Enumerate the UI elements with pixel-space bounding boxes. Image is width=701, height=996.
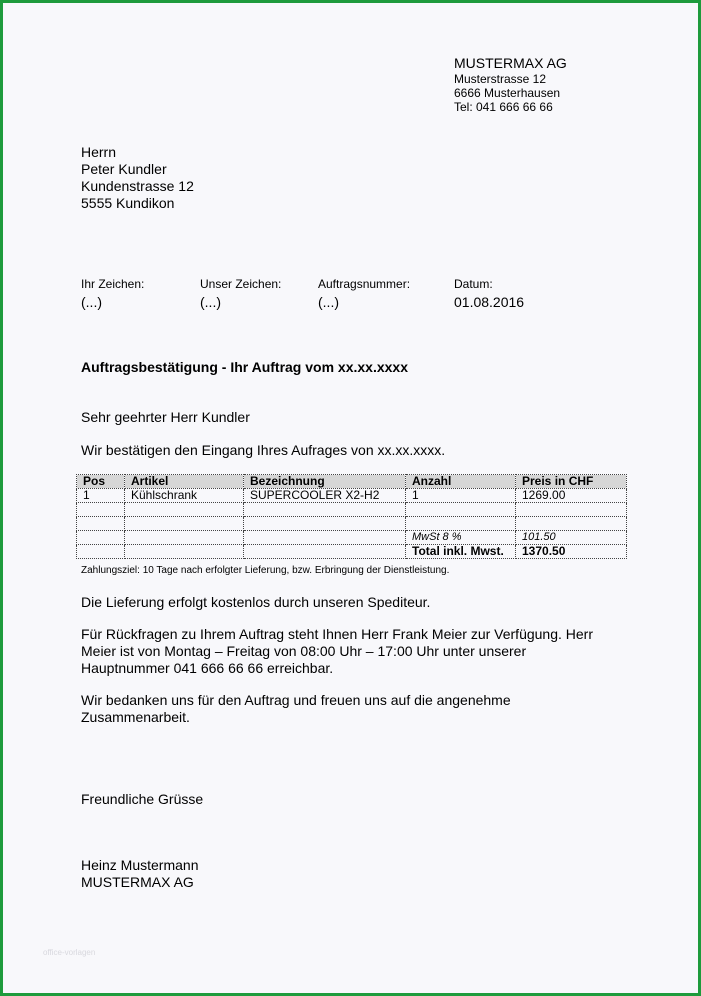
vat-row (77, 531, 627, 545)
closing-greeting: Freundliche Grüsse (81, 791, 204, 807)
reference-label: Auftragsnummer: (318, 277, 411, 291)
order-table (76, 474, 627, 559)
letter-greeting: Sehr geehrter Herr Kundler (81, 409, 250, 425)
delivery-paragraph: Die Lieferung erfolgt kostenlos durch unseren Spediteur. (81, 594, 431, 610)
column-header-quantity: Anzahl (406, 475, 516, 489)
sender-street: Musterstrasse 12 (454, 72, 547, 86)
sender-city: 6666 Musterhausen (454, 86, 561, 100)
recipient-city: 5555 Kundikon (81, 195, 175, 211)
table-cell (77, 531, 125, 545)
table-cell: Kühlschrank (125, 489, 244, 503)
table-row (77, 503, 627, 517)
column-header-description: Bezeichnung (244, 475, 406, 489)
reference-value: (...) (81, 294, 102, 310)
table-header-row (77, 475, 627, 489)
thanks-paragraph (81, 692, 511, 726)
table-cell (77, 517, 125, 531)
contact-line: Meier ist von Montag – Freitag von 08:00 Uhr – 17:00 Uhr unter unserer (81, 643, 527, 659)
table-cell (125, 503, 244, 517)
sender-block (454, 55, 567, 114)
contact-line: Für Rückfragen zu Ihrem Auftrag steht Ihnen Herr Frank Meier zur Verfügung. Herr (81, 626, 593, 642)
table-cell (125, 531, 244, 545)
letter-intro: Wir bestätigen den Eingang Ihres Aufrages von xx.xx.xxxx. (81, 442, 446, 458)
recipient-block (81, 144, 194, 212)
thanks-line: Zusammenarbeit. (81, 709, 190, 725)
vat-label: MwSt 8 % (406, 531, 516, 545)
thanks-line: Wir bedanken uns für den Auftrag und freuen uns auf die angenehme (81, 692, 511, 708)
table-cell: 1 (406, 489, 516, 503)
watermark: office-vorlagen (43, 948, 96, 957)
reference-value: (...) (200, 294, 221, 310)
reference-value: 01.08.2016 (454, 294, 525, 310)
signature-name: Heinz Mustermann (81, 857, 199, 873)
table-cell (406, 517, 516, 531)
table-cell (125, 517, 244, 531)
table-cell: 1 (77, 489, 125, 503)
total-label: Total inkl. Mwst. (406, 545, 516, 559)
reference-date (454, 277, 524, 311)
table-cell: 1269.00 (516, 489, 627, 503)
table-cell (516, 517, 627, 531)
sender-company: MUSTERMAX AG (454, 55, 567, 71)
table-cell (125, 545, 244, 559)
reference-our-sign (200, 277, 281, 311)
table-cell (244, 531, 406, 545)
table-cell (244, 503, 406, 517)
total-value: 1370.50 (516, 545, 627, 559)
reference-label: Datum: (454, 277, 493, 291)
recipient-street: Kundenstrasse 12 (81, 178, 194, 194)
table-cell (244, 545, 406, 559)
recipient-name: Peter Kundler (81, 161, 167, 177)
table-cell (406, 503, 516, 517)
column-header-price: Preis in CHF (516, 475, 627, 489)
table-cell (244, 517, 406, 531)
reference-order-number (318, 277, 410, 311)
table-cell: SUPERCOOLER X2-H2 (244, 489, 406, 503)
signature-company: MUSTERMAX AG (81, 874, 194, 890)
column-header-pos: Pos (77, 475, 125, 489)
column-header-article: Artikel (125, 475, 244, 489)
reference-your-sign (81, 277, 144, 311)
reference-label: Unser Zeichen: (200, 277, 282, 291)
letter-subject: Auftragsbestätigung - Ihr Auftrag vom xx.xx.xxxx (81, 359, 408, 375)
reference-label: Ihr Zeichen: (81, 277, 145, 291)
contact-line: Hauptnummer 041 666 66 66 erreichbar. (81, 660, 334, 676)
table-cell (77, 545, 125, 559)
table-cell (77, 503, 125, 517)
contact-paragraph (81, 626, 593, 677)
table-cell (516, 503, 627, 517)
sender-phone: Tel: 041 666 66 66 (454, 100, 553, 114)
table-row (77, 489, 627, 503)
vat-value: 101.50 (516, 531, 627, 545)
total-row (77, 545, 627, 559)
payment-terms: Zahlungsziel: 10 Tage nach erfolgter Lieferung, bzw. Erbringung der Dienstleistung. (81, 565, 450, 576)
reference-value: (...) (318, 294, 339, 310)
table-row (77, 517, 627, 531)
recipient-salutation: Herrn (81, 144, 117, 160)
